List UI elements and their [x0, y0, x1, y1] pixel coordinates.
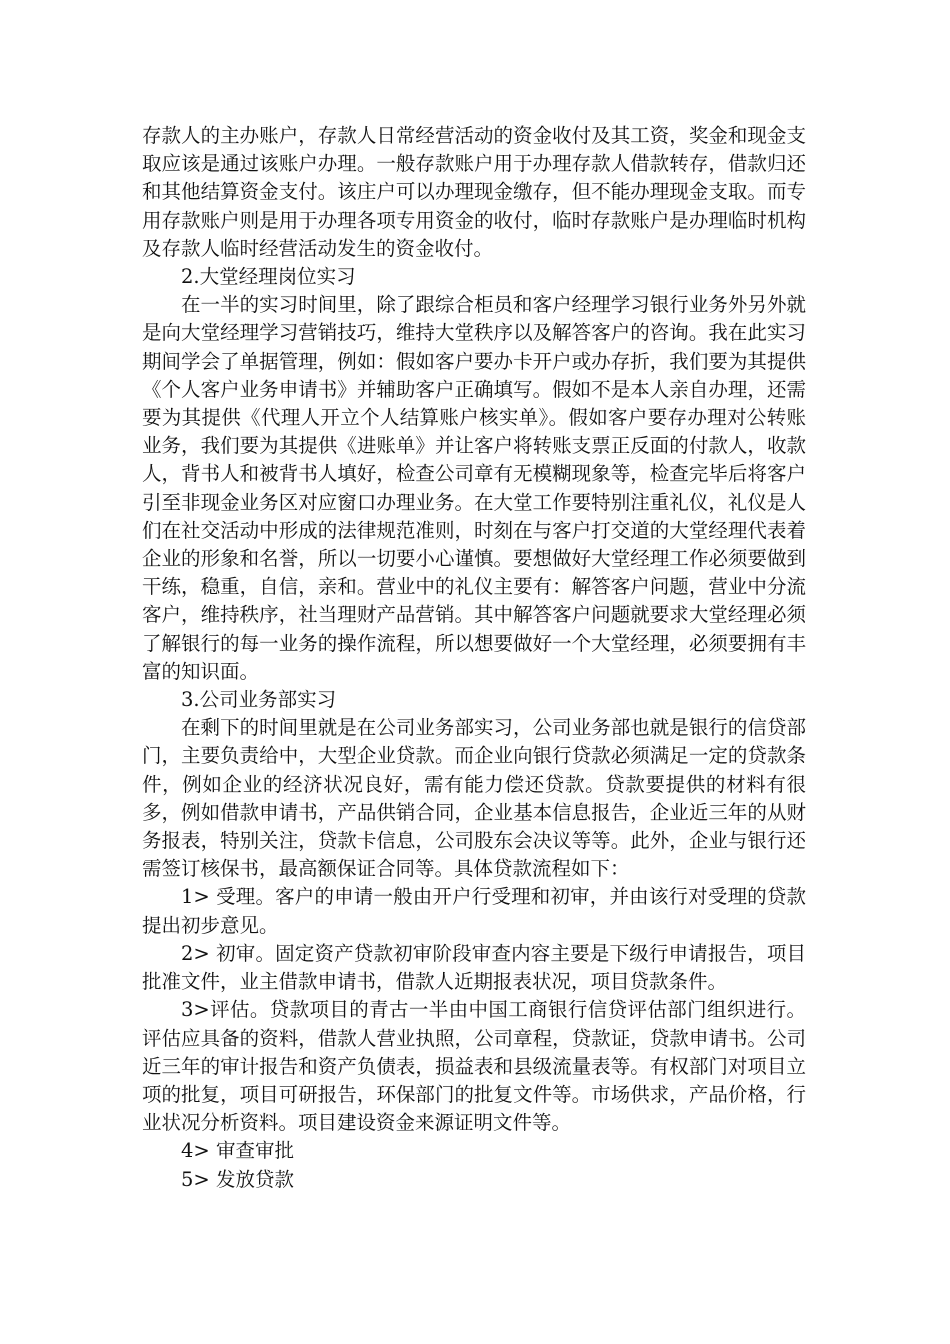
document-body	[142, 122, 806, 1194]
section-heading-corporate-business: 3.公司业务部实习	[181, 688, 337, 712]
list-item-review-approval: 4> 审查审批	[181, 1139, 294, 1163]
section-heading-lobby-manager: 2.大堂经理岗位实习	[181, 265, 356, 289]
paragraph-corporate-business: 在剩下的时间里就是在公司业务部实习，公司业务部也就是银行的信贷部门，主要负责给中，大型企业贷款。而企业向银行贷款必须满足一定的贷款条件，例如企业的经济状况良好，需有能力偿还贷款。贷款要提供的材料有很多，例如借款申请书，产品供销合同，企业基本信息报告，企业近三年的从财务报表，特别关注，贷款卡信息，公司股东会决议等等。此外，企业与银行还需签订核保书，最高额保证合同等。具体贷款流程如下：	[142, 716, 806, 881]
paragraph-lobby-manager: 在一半的实习时间里，除了跟综合柜员和客户经理学习银行业务外另外就是向大堂经理学习营销技巧，维持大堂秩序以及解答客户的咨询。我在此实习期间学会了单据管理，例如：假如客户要办卡开户或办存折，我们要为其提供《个人客户业务申请书》并辅助客户正确填写。假如不是本人亲自办理，还需要为其提供《代理人开立个人结算账户核实单》。假如客户要存办理对公转账业务，我们要为其提供《进账单》并让客户将转账支票正反面的付款人，收款人，背书人和被背书人填好，检查公司章有无模糊现象等，检查完毕后将客户引至非现金业务区对应窗口办理业务。在大堂工作要特别注重礼仪，礼仪是人们在社交活动中形成的法律规范准则，时刻在与客户打交道的大堂经理代表着企业的形象和名誉，所以一切要小心谨慎。要想做好大堂经理工作必须要做到干练，稳重，自信，亲和。营业中的礼仪主要有：解答客户问题，营业中分流客户，维持秩序，社当理财产品营销。其中解答客户问题就要求大堂经理必须了解银行的每一业务的操作流程，所以想要做好一个大堂经理，必须要拥有丰富的知识面。	[142, 293, 806, 683]
paragraph-account-types: 存款人的主办账户，存款人日常经营活动的资金收付及其工资，奖金和现金支取应该是通过该账户办理。一般存款账户用于办理存款人借款转存，借款归还和其他结算资金支付。该庄户可以办理现金缴存，但不能办理现金支取。而专用存款账户则是用于办理各项专用资金的收付，临时存款账户是办理临时机构及存款人临时经营活动发生的资金收付。	[142, 124, 806, 260]
list-item-acceptance: 1> 受理。客户的申请一般由开户行受理和初审，并由该行对受理的贷款提出初步意见。	[142, 885, 806, 937]
list-item-loan-disbursement: 5> 发放贷款	[181, 1167, 294, 1191]
list-item-evaluation: 3>评估。贷款项目的青古一半由中国工商银行信贷评估部门组织进行。评估应具备的资料，借款人营业执照，公司章程，贷款证，贷款申请书。公司近三年的审计报告和资产负债表，损益表和县级流量表等。有权部门对项目立项的批复，项目可研报告，环保部门的批复文件等。市场供求，产品价格，行业状况分析资料。项目建设资金来源证明文件等。	[142, 998, 806, 1135]
list-item-preliminary-review: 2> 初审。固定资产贷款初审阶段审查内容主要是下级行申请报告，项目批准文件，业主借款申请书，借款人近期报表状况，项目贷款条件。	[142, 941, 806, 994]
